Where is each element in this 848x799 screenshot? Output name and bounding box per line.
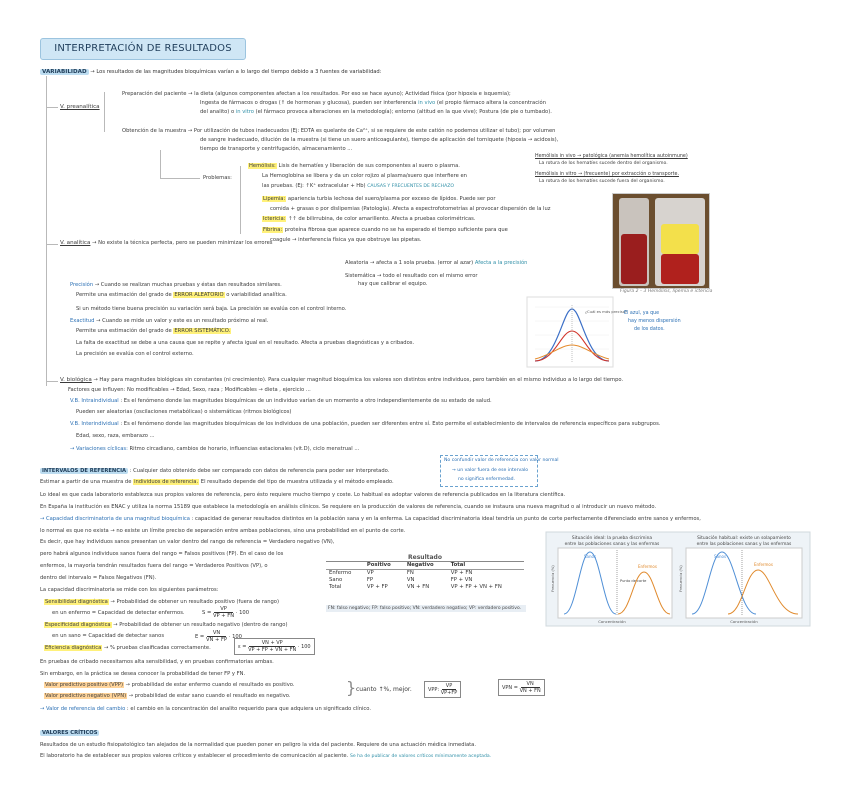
critical-line-1: Resultados de un estudio fisiopatológico tan alejados de la normalidad que pueden poner en peligro la vida del paciente. Requiere de una actuación médica inmediata.	[40, 742, 477, 748]
hemolysis-line-2: La Hemoglobina se libera y da un color rojizo al plasma/suero que interfiere en	[262, 173, 467, 179]
table-header-0	[326, 562, 364, 570]
pre-line-4: Obtención de la muestra → Por utilización de tubos inadecuados (Ej: EDTA es quelante de Ca²⁺, si se requiere de este catión no podemos utilizar el tubo); por volumen	[122, 128, 556, 134]
tree-line-problems	[160, 150, 161, 178]
table-cell: FN	[406, 570, 414, 576]
inter-line-2: Edad, sexo, raza, embarazo ...	[76, 433, 155, 439]
table-row	[326, 584, 524, 591]
precision-line-2: Permite una estimación del grado de ERROR ALEATORIO o variabilidad analítica.	[76, 292, 287, 298]
table-header-2: Negativo	[406, 562, 434, 568]
reference-line-3: Lo ideal es que cada laboratorio establezca sus propios valores de referencia, pero ésto requiere mucho tiempo y coste. Lo habitual es adoptar valores de referencia publicados en la literatura científica.	[40, 492, 566, 498]
sensitivity-line-2: en un enfermo = Capacidad de detectar enfermos.	[52, 610, 185, 616]
chart-note-3: hay menos dispersión	[628, 319, 681, 324]
tree-line-problems-list	[240, 166, 241, 234]
sensitivity-line: Sensibilidad diagnóstica → Probabilidad de obtener un resultado positivo (fuera de rango)	[45, 599, 279, 605]
table-cell: VP + FP + VN + FN	[450, 584, 502, 590]
preanalytic-label: V. preanalítica	[60, 104, 100, 110]
capacity-line-4: pero habrá algunos individuos sanos fuera del rango = Falsos positivos (FP). En el caso de los	[40, 551, 284, 557]
capacity-line-6: dentro del intervalo = Falsos Negativos (FN).	[40, 575, 157, 581]
capacity-line-2: lo normal es que no exista → no existe un límite preciso de separación entre ambas poblaciones, sino una probabilidad en el punto de corte.	[40, 528, 406, 534]
intra-line-2: Pueden ser aleatorias (oscilaciones metabólicas) o sistemáticas (ritmos biológicos)	[76, 409, 292, 415]
table-header-row	[326, 562, 524, 570]
table-cell: VN	[406, 577, 415, 583]
vpn-formula: VPN = $\frac{VN}{VN + FN}$	[498, 679, 545, 696]
dist-ideal-enfermos: Enfermos	[638, 564, 657, 569]
pre-line-5: de sangre inadecuado, dilución de la muestra (si tiene un suero anticoagulante), tiempo de aplicación del torniquete (hipoxia → acidosis),	[200, 137, 559, 143]
capacity-line-5: enfermos, la mayoría tendrán resultados fuera del rango = Verdaderos Positivos (VP), o	[40, 563, 268, 569]
tubes-photo	[612, 193, 710, 289]
sensitivity-formula: $S = \frac{VP}{VP + FN} \cdot 100$	[202, 606, 249, 619]
systematic-line: Sistemática → todo el resultado con el mismo error	[345, 273, 478, 279]
specificity-line: Especificidad diagnóstica → Probabilidad de obtener un resultado negativo (dentro de rango)	[45, 622, 288, 628]
precision-chart	[527, 297, 628, 367]
dist-real-title-2: entre las poblaciones sanas y las enfermas	[696, 542, 792, 547]
hemolysis-line: Hemólisis: Lisis de hematíes y liberación de sus componentes al suero o plasma.	[249, 163, 460, 169]
table-cell: VP + FP	[366, 584, 388, 590]
dist-real-xlabel: Concentración	[730, 619, 758, 624]
table-title: Resultado	[326, 554, 524, 562]
page-title: INTERPRETACIÓN DE RESULTADOS	[40, 38, 246, 60]
hemolysis-invivo-2: La rotura de los hematíes sucede dentro del organismo.	[539, 161, 668, 166]
variability-intro-text: → Los resultados de las magnitudes bioquímicas varían a lo largo del tiempo debido a 3 fuentes de variabilidad:	[90, 69, 382, 75]
tube-red-bottom	[661, 254, 699, 284]
reference-note: No confundir valor de referencia con valor normal	[444, 458, 559, 463]
hemolysis-line-3: las pruebas. (Ej: ↑K⁺ extracelular + Hb) CAUSAS Y FRECUENTES DE RECHAZO	[262, 183, 454, 189]
reference-note-2: → un valor fuera de ese intervalo	[452, 468, 529, 473]
hemolysis-invitro: Hemólisis in vitro → (frecuente) por extracción o transporte.	[535, 172, 679, 177]
dist-ideal-xlabel: Concentración	[598, 619, 626, 624]
tree-branch-biologic	[46, 381, 58, 382]
vpn-line: Valor predictivo negativo (VPN) → probabilidad de estar sano cuando el resultado es negativo.	[45, 693, 291, 699]
dist-ideal-title: Situación ideal: la prueba discrimina	[571, 536, 653, 541]
efficiency-formula: $\varepsilon = \frac{VN + VP}{VP + FP + VN + FN} \cdot 100$	[234, 638, 315, 655]
analytic-line: V. analítica → No existe la técnica perfecta, pero se pueden minimizar los errores	[60, 240, 273, 246]
reference-line-4: En España la institución es ENAC y utiliza la norma 15189 que establece la metodología en análisis clínicos. Se requiere en la producción de valores de referencia, cuando se instaura una nueva magnitud o al introducir un nuevo método.	[40, 504, 657, 510]
capacity-line-7: La capacidad discriminatoria se mide con los siguientes parámetros:	[40, 587, 219, 593]
change-line: → Valor de referencia del cambio : el cambio en la concentración del analito requerido para que adquiera un significado clínico.	[40, 706, 372, 712]
tests-line: En pruebas de cribado necesitamos alta sensibilidad, y en pruebas confirmatorias ambas.	[40, 659, 274, 665]
table-cell: Total	[329, 584, 342, 590]
tree-branch-analytic	[46, 244, 58, 245]
tree-branch-problems	[160, 178, 200, 179]
table-cell: VN + FN	[406, 584, 430, 590]
accuracy-line-4: La precisión se evalúa con el control externo.	[76, 351, 194, 357]
photo-caption: Figura 2 – 3 Hemólisis, lipemia e ictericia	[620, 289, 713, 294]
precision-chart-frame	[527, 297, 613, 367]
biologic-factors: Factores que influyen: No modificables → Edad, Sexo, raza ; Modificables → dieta , ejercicio ...	[68, 387, 311, 393]
table-cell: VP + FN	[450, 570, 473, 576]
distribution-figures	[546, 532, 810, 626]
specificity-line-2: en un sano = Capacidad de detectar sanos	[52, 633, 165, 639]
results-table-grid	[326, 562, 524, 591]
reference-note-3: no significa enfermedad.	[458, 477, 516, 482]
aleatory-line: Aleatoria → afecta a 1 sola prueba. (error al azar) Afecta a la precisión	[345, 260, 528, 266]
chart-note: ¿Cuál es más preciso?	[585, 309, 628, 314]
capacity-line: → Capacidad discriminatoria de una magnitud bioquímica : capacidad de generar resultados distintos en la población sana y en la enferma. La capacidad discriminatoria ideal tendría un punto de corte perfectamente diferenciado entre sanos y enfermos,	[40, 516, 701, 522]
table-cell: Sano	[329, 577, 343, 583]
dist-ideal-corte: Punto de corte	[620, 579, 647, 583]
dist-ideal-ylabel: Frecuencia (%)	[551, 565, 555, 592]
lipemia-line: Lipemia: apariencia turbia lechosa del suero/plasma por exceso de lípidos. Puede ser por	[263, 196, 496, 202]
hemolysis-invitro-2: La rotura de los hematíes sucede fuera del organismo.	[539, 179, 665, 184]
inter-line: V.B. Interindividual : Es el fenómeno donde las magnitudes bioquímicas de los individuos de una población, pueden ser diferentes entre sí. Esto permite el establecimiento de intervalos de referencia específicos para subgrupos.	[70, 421, 661, 427]
capacity-line-3: Es decir, que hay individuos sanos presentan un valor dentro del rango de referencia = Verdadero negativo (VN),	[40, 539, 335, 545]
table-row	[326, 570, 524, 578]
pre-line-3: del analito) o in vitro (el fármaco provoca alteraciones en la metodología); entorno (altitud en la que vive); Postura (de pie o tumbado).	[200, 109, 552, 115]
accuracy-line-3: La falta de exactitud se debe a una causa que se repite y afecta igual en el resultado. Afecta a pruebas diagnósticas y a cribados.	[76, 340, 415, 346]
biologic-line: V. biológica → Hay para magnitudes biológicas sin constantes (ni crecimiento). Para cualquier magnitud bioquímica los valores son distintos entre individuos, pero también en el mismo individuo a lo largo del tiempo.	[60, 377, 624, 383]
critical-heading: VALORES CRÍTICOS	[42, 730, 98, 736]
precision-line: Precisión → Cuando se realizan muchas pruebas y éstas dan resultados similares.	[70, 282, 282, 288]
critical-line-2: El laboratorio ha de establecer sus propios valores críticos y establecer el procedimiento de comunicación al paciente. Se ha de publicar de valores críticos mínimamente aceptada.	[40, 753, 492, 759]
efficiency-line: Eficiencia diagnóstica → % pruebas clasificadas correctamente.	[45, 645, 211, 651]
chart-note-2: El azul, ya que	[624, 311, 660, 316]
lipemia-line-2: comida + grasas o por dislipemias (Patología). Afecta a espectrofotometrías al provocar dispersión de la luz	[270, 206, 551, 212]
precision-line-3: Si un método tiene buena precisión su variación será baja. La precisión se evalúa con el control interno.	[76, 306, 347, 312]
problems-label: Problemas:	[203, 175, 232, 181]
dist-real-title: Situación habitual: existe un solapamiento	[697, 536, 791, 541]
dist-ideal-sanos: Sanos	[584, 554, 597, 559]
hemolysis-invivo: Hemólisis in vivo → patológica (anemia hemolítica autoinmune)	[535, 154, 688, 159]
pre-line-2: Ingesta de fármacos o drogas (↑ de hormonas y glucosa), pueden ser interferencia in vivo (el propio fármaco altera la concentración	[200, 100, 546, 106]
table-cell: Enfermo	[329, 570, 352, 576]
dist-ideal-title-2: entre las poblaciones sanas y las enfermas	[564, 542, 660, 547]
critical-heading-wrap	[40, 730, 99, 737]
vpp-brace: }	[346, 678, 357, 697]
cyclic-line: → Variaciones cíclicas: Ritmo circadiano, cambios de horario, influencias estacionales (vit.D), ciclo menstrual ...	[70, 446, 360, 452]
tree-line-pre	[104, 92, 105, 132]
variability-intro	[40, 68, 381, 76]
dist-real-sanos: Sanos	[714, 554, 727, 559]
table-row	[326, 577, 524, 584]
chart-note-4: de los datos.	[634, 327, 665, 332]
icteric-line: Ictericia: ↑↑ de bilirrubina, de color amarillento. Afecta a pruebas colorimétricas.	[263, 216, 476, 222]
pre-line-6: tiempo de transporte y centrifugación, almacenamiento ...	[200, 146, 353, 152]
table-header-1: Positivo	[366, 562, 391, 568]
vpp-line: Valor predictivo positivo (VPP) → probabilidad de estar enfermo cuando el resultado es positivo.	[45, 682, 295, 688]
tube-red-fill	[621, 234, 647, 284]
fibrin-line-2: coagule → interferencia física ya que obstruye las pipetas.	[270, 237, 422, 243]
vpp-brace-text: cuanto ↑%, mejor.	[356, 686, 412, 693]
pre-line-1: Preparación del paciente → la dieta (algunos componentes afectan a los resultados. Por eso se hace ayuno); Actividad física (por hipoxia e isquemia);	[122, 91, 511, 97]
systematic-line-2: hay que calibrar el equipo.	[358, 281, 428, 287]
tube-yellow-fill	[661, 224, 699, 254]
dist-real-ylabel: Frecuencia (%)	[679, 565, 683, 592]
however-line: Sin embargo, en la práctica se desea conocer la probabilidad de tener FP y FN.	[40, 671, 246, 677]
table-cell: VP	[366, 570, 374, 576]
reference-line-1: INTERVALOS DE REFERENCIA : Cualquier dato obtenido debe ser comparado con datos de referencia para poder ser interpretado.	[42, 468, 390, 474]
specificity-formula: $E = \frac{VN}{VN + FP} \cdot 100$	[195, 630, 242, 643]
fibrin-line: Fibrina: proteína fibrosa que aparece cuando no se ha esperado el tiempo suficiente para que	[263, 227, 508, 233]
tree-branch-pre	[46, 107, 58, 108]
reference-line-2: Estimar a partir de una muestra de individuos de referencia. El resultado depende del tipo de muestra utilizada y el método empleado.	[40, 479, 394, 485]
intra-line: V.B. Intraindividual : Es el fenómeno donde las magnitudes bioquímicas de un individuo varían de un momento a otro independientemente de su estado de salud.	[70, 398, 492, 404]
accuracy-line: Exactitud → Cuando se mide un valor y este es un resultado próximo al real.	[70, 318, 269, 324]
tree-line-main	[46, 76, 47, 386]
results-table	[326, 554, 524, 610]
table-footnote: FN: falso negativo; FP: falso positivo; VN: verdadero negativo; VP: verdadero positivo.	[326, 605, 526, 612]
dist-real-enfermos: Enfermos	[754, 562, 773, 567]
table-cell: FP	[366, 577, 374, 583]
dist-ideal-panel	[558, 548, 672, 618]
vpp-formula: VPP: $\frac{VP}{VP+FP}$	[424, 681, 461, 698]
accuracy-line-2: Permite una estimación del grado de ERROR SISTEMÁTICO.	[76, 328, 231, 334]
table-cell: FP + VN	[450, 577, 473, 583]
variability-heading: VARIABILIDAD	[42, 69, 87, 75]
table-header-3: Total	[450, 562, 466, 568]
